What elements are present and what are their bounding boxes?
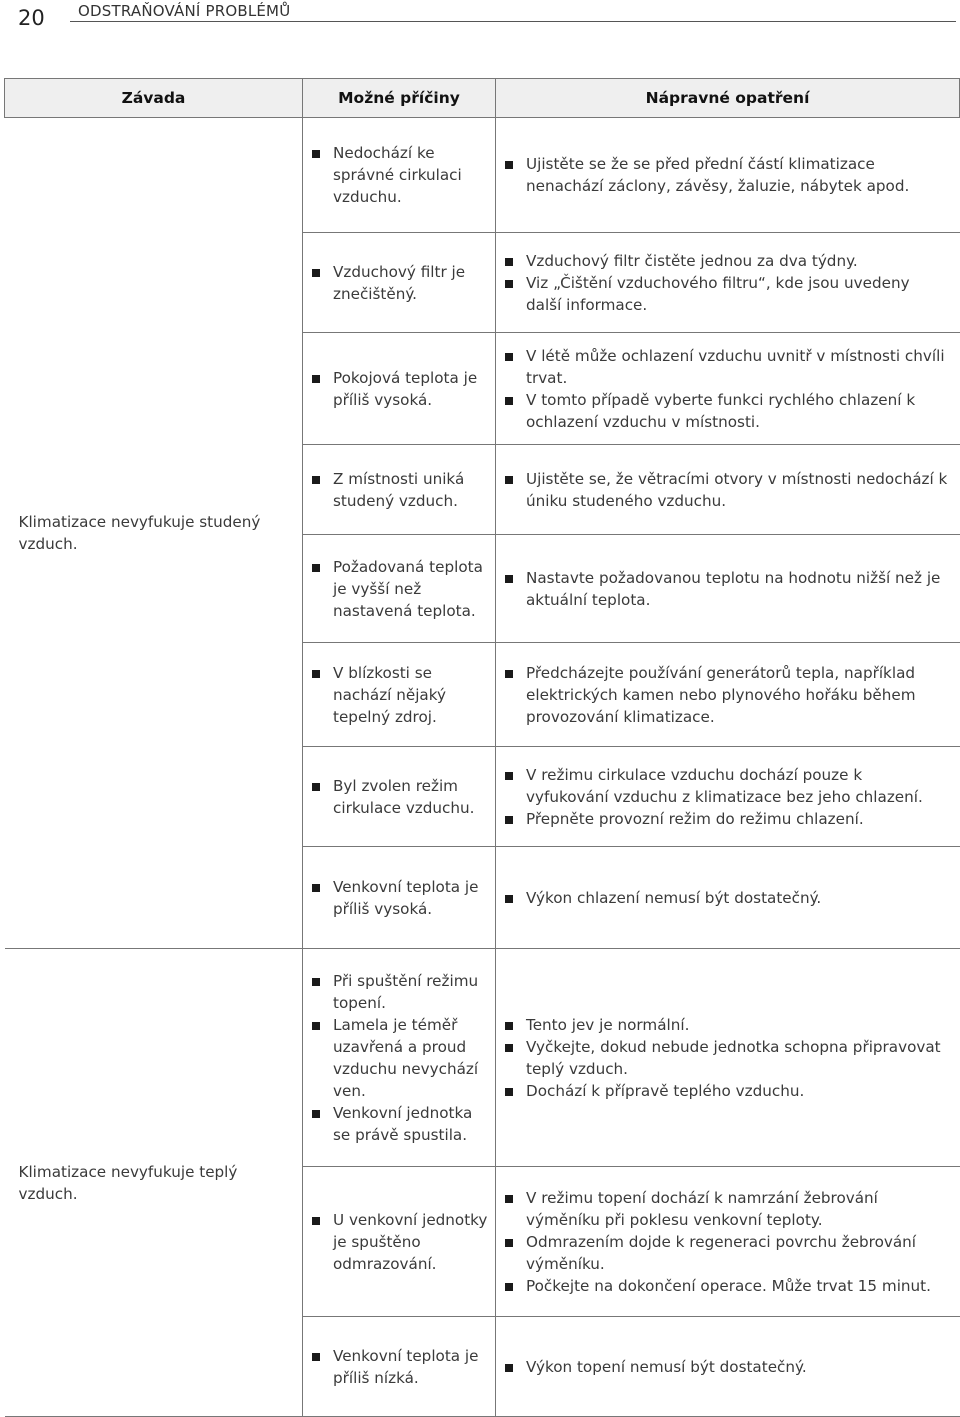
fault-cell: Klimatizace nevyfukuje teplý vzduch. bbox=[5, 949, 303, 1417]
cause-item: Lamela je téměř uzavřená a proud vzduchu nevychází ven. bbox=[309, 1014, 489, 1102]
cause-item: Venkovní jednotka se právě spustila. bbox=[309, 1102, 489, 1146]
remedy-item: Tento jev je normální. bbox=[502, 1014, 948, 1036]
remedy-cell bbox=[496, 535, 960, 643]
table-row bbox=[5, 118, 960, 233]
remedy-item: Počkejte na dokončení operace. Může trvat 15 minut. bbox=[502, 1275, 948, 1297]
remedy-item: Výkon chlazení nemusí být dostatečný. bbox=[502, 887, 948, 909]
cause-cell bbox=[303, 949, 496, 1167]
remedy-item: V létě může ochlazení vzduchu uvnitř v místnosti chvíli trvat. bbox=[502, 345, 948, 389]
remedy-cell bbox=[496, 949, 960, 1167]
cause-item: Z místnosti uniká studený vzduch. bbox=[309, 468, 489, 512]
cause-cell bbox=[303, 747, 496, 847]
header-rule bbox=[70, 21, 956, 22]
remedy-item: Přepněte provozní režim do režimu chlazení. bbox=[502, 808, 948, 830]
cause-cell bbox=[303, 233, 496, 333]
column-header-fault: Závada bbox=[5, 79, 303, 118]
cause-item: Byl zvolen režim cirkulace vzduchu. bbox=[309, 775, 489, 819]
column-header-cause: Možné příčiny bbox=[303, 79, 496, 118]
remedy-item: V režimu cirkulace vzduchu dochází pouze k vyfukování vzduchu z klimatizace bez jeho chlazení. bbox=[502, 764, 948, 808]
troubleshooting-table bbox=[4, 78, 960, 1417]
cause-item: Požadovaná teplota je vyšší než nastavená teplota. bbox=[309, 556, 489, 622]
remedy-item: Odmrazením dojde k regeneraci povrchu žebrování výměníku. bbox=[502, 1231, 948, 1275]
remedy-item: Ujistěte se, že větracími otvory v místnosti nedochází k úniku studeného vzduchu. bbox=[502, 468, 948, 512]
remedy-cell bbox=[496, 333, 960, 445]
cause-item: U venkovní jednotky je spuštěno odmrazování. bbox=[309, 1209, 489, 1275]
table-header-row bbox=[5, 79, 960, 118]
remedy-item: Výkon topení nemusí být dostatečný. bbox=[502, 1356, 948, 1378]
remedy-item: Předcházejte používání generátorů tepla, například elektrických kamen nebo plynového hořáku během provozování klimatizace. bbox=[502, 662, 948, 728]
section-title: ODSTRAŇOVÁNÍ PROBLÉMŮ bbox=[78, 2, 291, 20]
remedy-item: Vzduchový filtr čistěte jednou za dva týdny. bbox=[502, 250, 948, 272]
remedy-cell bbox=[496, 1317, 960, 1417]
remedy-item: Vyčkejte, dokud nebude jednotka schopna připravovat teplý vzduch. bbox=[502, 1036, 948, 1080]
remedy-item: V režimu topení dochází k namrzání žebrování výměníku při poklesu venkovní teploty. bbox=[502, 1187, 948, 1231]
remedy-cell bbox=[496, 1167, 960, 1317]
cause-cell bbox=[303, 118, 496, 233]
remedy-item: Nastavte požadovanou teplotu na hodnotu nižší než je aktuální teplota. bbox=[502, 567, 948, 611]
remedy-item: V tomto případě vyberte funkci rychlého chlazení k ochlazení vzduchu v místnosti. bbox=[502, 389, 948, 433]
cause-cell bbox=[303, 333, 496, 445]
remedy-item: Viz „Čištění vzduchového filtru“, kde jsou uvedeny další informace. bbox=[502, 272, 948, 316]
cause-item: Při spuštění režimu topení. bbox=[309, 970, 489, 1014]
cause-cell bbox=[303, 847, 496, 949]
remedy-item: Dochází k přípravě teplého vzduchu. bbox=[502, 1080, 948, 1102]
cause-item: Venkovní teplota je příliš nízká. bbox=[309, 1345, 489, 1389]
remedy-cell bbox=[496, 233, 960, 333]
cause-item: Vzduchový filtr je znečištěný. bbox=[309, 261, 489, 305]
cause-item: Nedochází ke správné cirkulaci vzduchu. bbox=[309, 142, 489, 208]
page-number: 20 bbox=[18, 6, 45, 30]
fault-cell: Klimatizace nevyfukuje studený vzduch. bbox=[5, 118, 303, 949]
cause-cell bbox=[303, 535, 496, 643]
cause-cell bbox=[303, 643, 496, 747]
remedy-cell bbox=[496, 747, 960, 847]
column-header-remedy: Nápravné opatření bbox=[496, 79, 960, 118]
cause-cell bbox=[303, 445, 496, 535]
remedy-cell bbox=[496, 118, 960, 233]
cause-item: V blízkosti se nachází nějaký tepelný zdroj. bbox=[309, 662, 489, 728]
remedy-cell bbox=[496, 643, 960, 747]
remedy-cell bbox=[496, 847, 960, 949]
remedy-item: Ujistěte se že se před přední částí klimatizace nenachází záclony, závěsy, žaluzie, nábytek apod. bbox=[502, 153, 948, 197]
table-row bbox=[5, 949, 960, 1167]
remedy-cell bbox=[496, 445, 960, 535]
cause-item: Venkovní teplota je příliš vysoká. bbox=[309, 876, 489, 920]
cause-cell bbox=[303, 1317, 496, 1417]
cause-cell bbox=[303, 1167, 496, 1317]
cause-item: Pokojová teplota je příliš vysoká. bbox=[309, 367, 489, 411]
